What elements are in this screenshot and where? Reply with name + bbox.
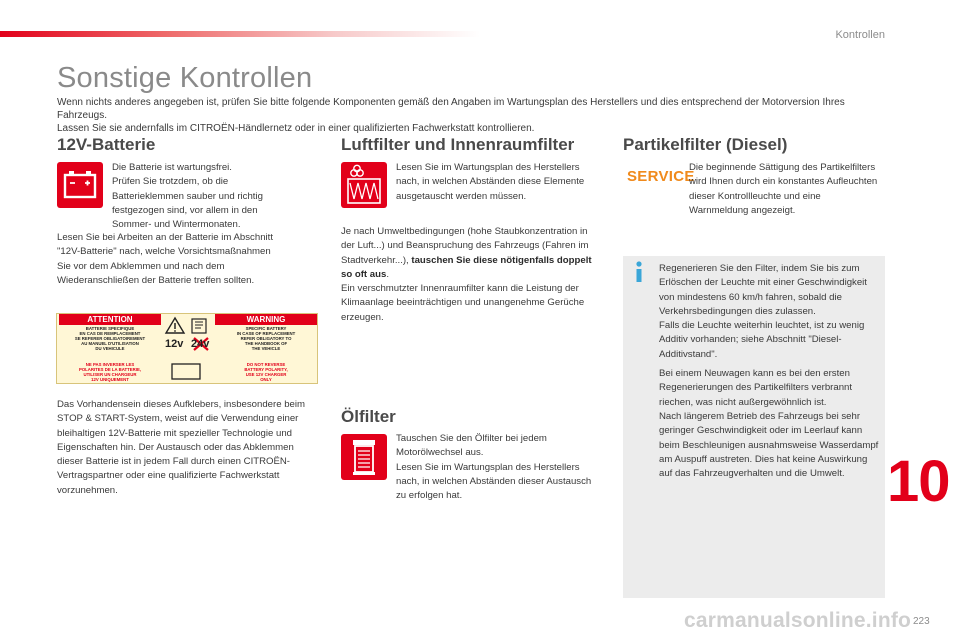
sticker-en-main: SPECIFIC BATTERY IN CASE OF REPLACEMENT REFER OBLIGATORY TO THE HANDBOOK OF THE VEHICLE [236,326,296,351]
chapter-number: 10 [887,449,950,514]
sticker-12v: 12v [165,338,184,350]
airfilter-text-3: Ein verschmutzter Innenraumfilter kann die Leistung der Klimaanlage beeinträchtigen und unangenehme Gerüche erzeugen. [341,283,585,323]
oilfilter-replace: Tauschen Sie den Ölfilter bei jedem Motorölwechsel aus. [396,433,547,459]
dpf-text-1: Die beginnende Sättigung des Partikelfilters wird Ihnen durch ein konstantes Aufleuchten dieser Kontrollleuchte und eine Warnmeldung angezeigt. [689,162,878,216]
battery-maintenance-free: Die Batterie ist wartungsfrei. [112,162,232,173]
oilfilter-icon [341,434,387,480]
oilfilter-text [396,432,596,503]
dpf-info-additive: Falls die Leuchte weiterhin leuchtet, ist zu wenig Additiv vorhanden; siehe Abschnitt "Diesel-Additivstand". [659,320,865,360]
sticker-warning-label: WARNING [215,314,317,325]
oilfilter-intervals: Lesen Sie im Wartungsplan des Herstellers nach, in welchen Abständen dieser Austausch zu erfolgen hat. [396,461,592,502]
airfilter-heading: Luftfilter und Innenraumfilter [341,135,575,154]
battery-check-clamps: Prüfen Sie trotzdem, ob die Batterieklemmen sauber und richtig festgezogen sind, vor allem in den Sommer- und Wintermonaten. [112,176,263,231]
section-label: Kontrollen [835,29,885,41]
airfilter-text-1: Lesen Sie im Wartungsplan des Herstellers nach, in welchen Abständen diese Elemente ausgetauscht werden müssen. [396,162,585,202]
dpf-info-new-vehicle: Bei einem Neuwagen kann es bei den ersten Regenerierungen des Partikelfilters verbrannt riechen, was nicht außergewöhnlich ist. [659,368,853,408]
airfilter-icon [341,162,387,208]
sticker-fr-main: BATTERIE SPECIFIQUE EN CAS DE REMPLACEMENT SE REFERER OBLIGATOIREMENT AU MANUEL D'UTILISATION DU VEHICULE [74,326,146,351]
dpf-info-water-vapour: Nach längerem Betrieb des Fahrzeugs bei sehr geringer Geschwindigkeit oder im Leerlauf kann beim Beschleunigen ausnahmsweise Wasserdampf am Auspuff austreten. Dies hat keine Auswirkung auf das Fahrzeugverhalten und die Umwelt. [659,410,879,480]
dpf-info-regenerate: Regenerieren Sie den Filter, indem Sie bis zum Erlöschen der Leuchte mit einer Geschwindigkeit von mindestens 60 km/h fahren, sobald die Verkehrsbedingungen dies zulassen. [659,263,867,317]
info-panel-text [659,262,879,481]
airfilter-period: . [386,268,389,280]
sticker-en-warning: DO NOT REVERSE BATTERY POLARITY, USE 12V CHARGER ONLY [244,362,288,382]
oilfilter-heading: Ölfilter [341,407,396,426]
service-warning-icon: SERVICE [627,168,695,185]
intro-paragraph-1: Wenn nichts anderes angegeben ist, prüfen Sie bitte folgende Komponenten gemäß den Angaben im Wartungsplan des Herstellers und dies entsprechend der Motorversion Ihres Fahrzeugs. [57,97,845,121]
battery-icon [57,162,103,208]
sticker-attention-label: ATTENTION [59,314,161,325]
battery-text-precautions: Lesen Sie bei Arbeiten an der Batterie im Abschnitt "12V-Batterie" nach, welche Vorsichtsmaßnahmen Sie vor dem Abklemmen und nach dem Wiederanschließen der Batterie treffen sollten. [57,232,273,286]
sticker-symbols [163,314,213,384]
intro-paragraph-2: Lassen Sie sie andernfalls im CITROËN-Händlernetz oder in einer qualifizierten Fachwerkstatt kontrollieren. [57,123,535,134]
battery-heading: 12V-Batterie [57,135,156,154]
sticker-24v: 24v [191,338,210,350]
airfilter-conditions: Je nach Umweltbedingungen (hohe Staubkonzentration in der Luft...) und Beanspruchung des Fahrzeugs (Fahren im Stadtverkehr...), [341,226,589,266]
intro-text [57,96,897,135]
sticker-fr-warning: NE PAS INVERSER LES POLARITES DE LA BATTERIE, UTILISER UN CHARGEUR 12V UNIQUEMENT [78,362,142,382]
battery-text-1 [112,161,272,232]
page-number: 223 [913,616,930,627]
info-icon [633,261,645,283]
battery-warning-sticker [56,313,318,384]
airfilter-double-frequency: tauschen Sie diese nötigenfalls doppelt so oft aus [341,254,592,280]
dpf-heading: Partikelfilter (Diesel) [623,135,788,154]
header-accent-bar [0,31,480,37]
page-title: Sonstige Kontrollen [57,62,313,94]
airfilter-text-2 [341,225,603,282]
watermark: carmanualsonline.info [684,609,912,632]
battery-text-sticker: Das Vorhandensein dieses Aufklebers, insbesondere beim STOP & START-System, weist auf die Verwendung einer bleihaltigen 12V-Batterie mit spezieller Technologie und Eigenschaften hin. Der Austausch oder das Abklemmen dieser Batterie ist in jedem Fall durch einen CITROËN-Vertragspartner oder eine qualifizierte Fachwerkstatt vorzunehmen. [57,399,305,496]
